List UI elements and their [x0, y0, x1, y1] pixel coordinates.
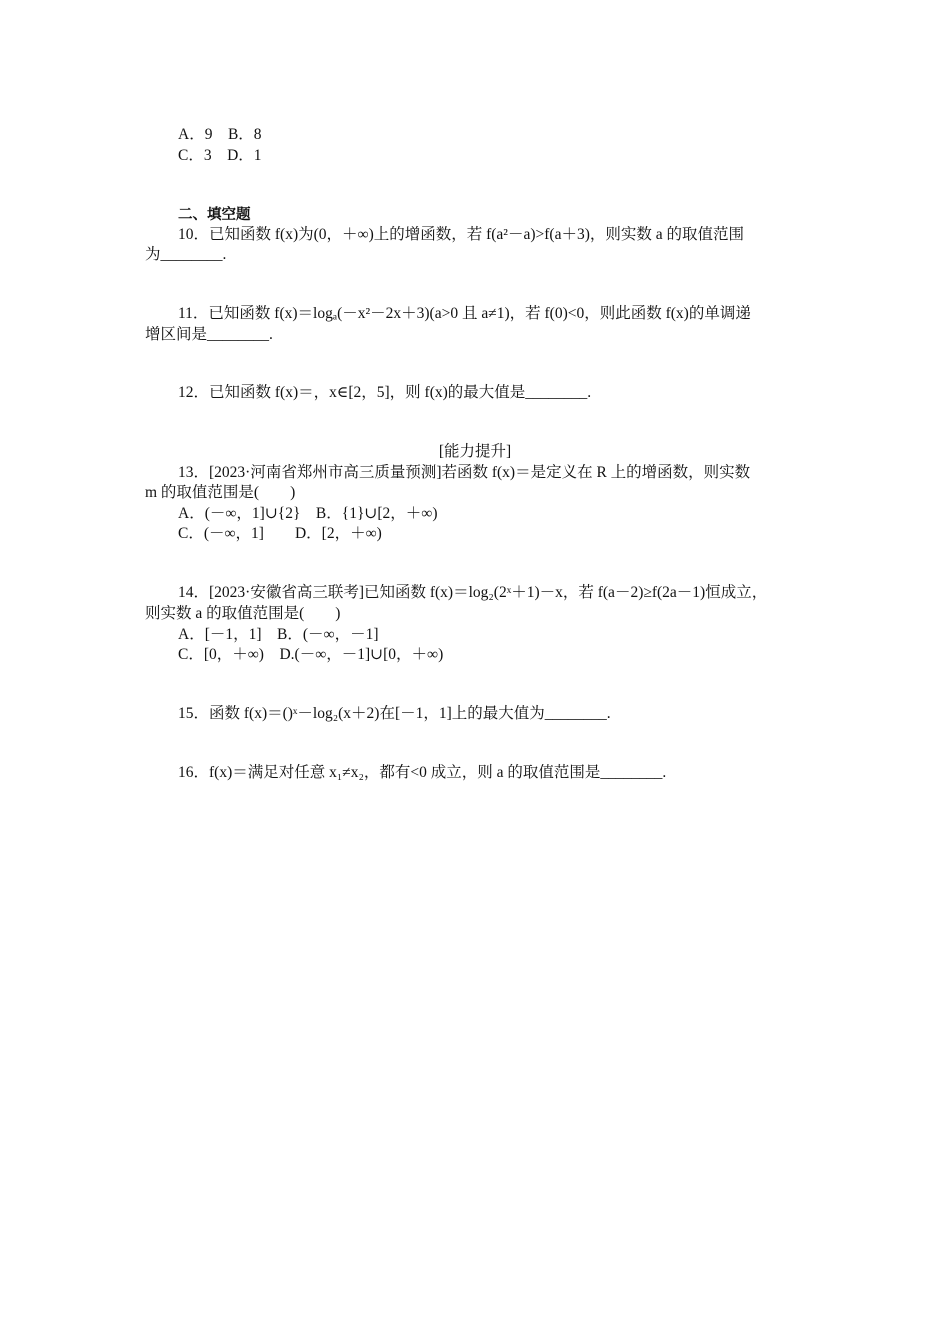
q11-line1: 11．已知函数 f(x)＝logₐ(－x²－2x＋3)(a>0 且 a≠1)，若 f(0)<0，则此函数 f(x)的单调递 [178, 305, 751, 322]
q14-line1: 14．[2023·安徽省高三联考]已知函数 f(x)＝log₂(2ˣ＋1)－x，若 f(a－2)≥f(2a－1)恒成立， [178, 584, 768, 601]
q14-options-cd: C．[0，＋∞) D.(－∞，－1]∪[0，＋∞) [178, 646, 444, 663]
q16-line1: 16．f(x)＝满足对任意 x₁≠x₂，都有<0 成立，则 a 的取值范围是________. [178, 764, 667, 781]
q10-line2: 为________. [145, 246, 227, 263]
q9-options-cd: C．3 D．1 [178, 147, 262, 164]
q15-line1: 15．函数 f(x)＝()ˣ－log₂(x＋2)在[－1，1]上的最大值为________. [178, 705, 611, 722]
section-advanced-heading: [能力提升] [438, 443, 512, 460]
q9-options-ab: A．9 B．8 [178, 126, 262, 143]
q13-line2: m 的取值范围是( ) [145, 484, 296, 501]
q14-line2: 则实数 a 的取值范围是( ) [145, 605, 341, 622]
section-fill-in-heading: 二、填空题 [178, 207, 251, 223]
q14-options-ab: A．[－1，1] B．(－∞，－1] [178, 626, 379, 643]
q13-options-cd: C．(－∞，1] D．[2，＋∞) [178, 525, 382, 542]
q13-line1: 13．[2023·河南省郑州市高三质量预测]若函数 f(x)＝是定义在 R 上的增函数，则实数 [178, 464, 751, 481]
q11-line2: 增区间是________. [145, 326, 273, 343]
q12-line1: 12．已知函数 f(x)＝，x∈[2，5]，则 f(x)的最大值是________. [178, 384, 592, 401]
q10-line1: 10．已知函数 f(x)为(0，＋∞)上的增函数，若 f(a²－a)>f(a＋3)，则实数 a 的取值范围 [178, 226, 744, 243]
q13-options-ab: A．(－∞，1]∪{2} B．{1}∪[2，＋∞) [178, 505, 438, 522]
